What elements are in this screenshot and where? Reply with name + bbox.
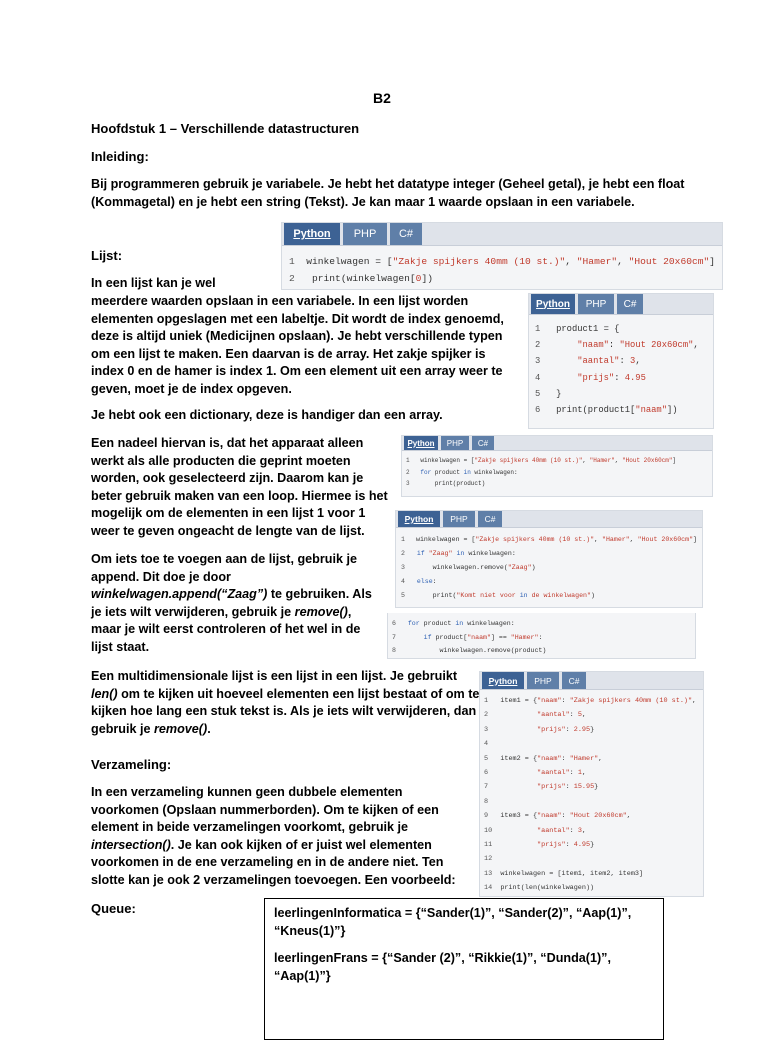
intro-paragraph: Bij programmeren gebruik je variabele. Je hebt het datatype integer (Geheel getal), je hebt een float (Kommagetal) en je hebt een string (Tekst). Je kan maar 1 waarde opslaan in een variabele.: [91, 177, 685, 209]
code-lines: [402, 451, 712, 494]
code-lines: [396, 528, 702, 608]
code-line: [484, 694, 699, 708]
code-line: [406, 467, 708, 479]
code-text: if product["naam"] == "Hamer":: [423, 633, 543, 641]
code-line: [535, 353, 707, 369]
remove-code: remove(): [294, 604, 348, 619]
code-text: winkelwagen = ["Zakje spijkers 40mm (10 st.)", "Hamer", "Hout 20x60cm"]: [420, 457, 677, 464]
line-number: 6: [484, 769, 489, 778]
line-number: 7: [484, 783, 489, 792]
code-text: winkelwagen.remove(product): [407, 647, 547, 654]
multi-text-4: .: [207, 721, 211, 736]
code-text: "prijs": 2.95}: [537, 725, 595, 734]
code-line: [484, 838, 699, 852]
code-line: [401, 533, 697, 547]
line-number: 1: [401, 536, 405, 543]
tab-python[interactable]: Python: [482, 672, 524, 689]
tab-python[interactable]: Python: [284, 223, 340, 245]
code-text: print(product1["naam"]): [556, 405, 678, 416]
code-line: [535, 370, 707, 386]
line-number: 5: [401, 592, 405, 599]
line-number: 1: [535, 324, 541, 334]
line-number: 2: [289, 273, 295, 284]
line-number: 4: [401, 578, 405, 585]
line-number: 3: [535, 356, 541, 367]
code-line: [401, 589, 697, 603]
append-paragraph: [91, 551, 381, 657]
code-text: print(len(winkelwagen)): [500, 884, 595, 893]
line-number: 3: [401, 564, 405, 571]
code-line: [484, 708, 699, 722]
code-text: "aantal": 5,: [537, 711, 587, 720]
code-line: [484, 881, 699, 895]
line-number: 7: [392, 633, 396, 641]
code-line: [401, 575, 697, 589]
code-text: product1 = {: [556, 324, 620, 334]
set-example-line-1: leerlingenInformatica = {“Sander(1)”, “Sander(2)”, “Aap(1)”, “Kneus(1)”}: [274, 906, 632, 938]
code-line: [484, 737, 699, 751]
code-text: for product in winkelwagen:: [420, 468, 518, 476]
code-text: "prijs": 4.95}: [537, 841, 595, 850]
code-text: item1 = {"naam": "Zakje spijkers 40mm (10 st.)",: [500, 697, 697, 705]
tab-csharp[interactable]: C#: [617, 294, 643, 314]
code-text: "prijs": 15.95}: [537, 783, 599, 792]
code-line: [392, 617, 691, 631]
code-line: [535, 337, 707, 353]
code-text: "aantal": 3,: [537, 826, 587, 835]
append-code: winkelwagen.append(“Zaag”): [91, 587, 268, 602]
tab-php[interactable]: PHP: [343, 223, 387, 245]
code-line: [535, 386, 707, 402]
queue-heading: Queue:: [91, 901, 136, 916]
set-text: In een verzameling kunnen geen dubbele elementen voorkomen (Opslaan nummerborden). Om te kijken of een element in beide verzamelingen voorkomt, gebruik je: [91, 785, 439, 835]
code-snippet-remove-continued: [387, 613, 696, 659]
line-number: 9: [484, 812, 489, 821]
multi-text-2: om te kijken uit hoeveel: [117, 686, 264, 701]
line-number: 2: [535, 340, 541, 351]
code-text: print(product): [420, 480, 486, 487]
dictionary-paragraph: Je hebt ook een dictionary, deze is handiger dan een array.: [91, 408, 443, 422]
tab-php[interactable]: PHP: [441, 436, 469, 450]
line-number: 10: [484, 826, 493, 835]
intersection-code: intersection(): [91, 837, 171, 852]
code-line: [484, 809, 699, 823]
code-text: winkelwagen = [item1, item2, item3]: [500, 869, 644, 878]
line-number: 1: [406, 457, 410, 464]
code-line: [484, 824, 699, 838]
tab-csharp[interactable]: C#: [472, 436, 494, 450]
code-lines: [529, 315, 713, 424]
code-line: [535, 402, 707, 418]
code-text: print("Komt niet voor in de winkelwagen"): [416, 592, 595, 599]
code-text: "naam": "Hout 20x60cm",: [577, 340, 699, 351]
language-tabs: [396, 511, 702, 528]
language-tabs: [529, 294, 713, 315]
code-text: for product in winkelwagen:: [407, 620, 515, 627]
code-line: [401, 561, 697, 575]
code-line: [289, 270, 715, 287]
code-lines: [480, 690, 703, 897]
append-text-2: te gebruiken. Als je iets wilt verwijderen, gebruik je: [91, 587, 372, 619]
code-line: [484, 852, 699, 866]
code-text: if "Zaag" in winkelwagen:: [416, 550, 516, 557]
set-example-box: [264, 898, 664, 1040]
tab-php[interactable]: PHP: [578, 294, 614, 314]
code-snippet-array: [281, 222, 723, 290]
code-text: winkelwagen.remove("Zaag"): [416, 564, 536, 571]
code-line: [406, 455, 708, 467]
code-text: print(winkelwagen[0]): [312, 273, 433, 284]
language-tabs: [480, 672, 703, 690]
loop-paragraph: Een nadeel hiervan is, dat het apparaat alleen werkt als alle producten die geprint moeten worden, ook geselecteerd zijn. Daarom kan je beter gebruik maken van een loop. Hiermee is het mogelijk om de elementen in een lijst 1 voor 1 weer te geven ongeacht de lengte van de lijst.: [91, 436, 388, 538]
line-number: 8: [484, 797, 489, 806]
line-number: 2: [401, 550, 405, 557]
list-paragraph-start: In een lijst kan je wel: [91, 276, 216, 290]
code-text: "aantal": 1,: [537, 769, 587, 778]
tab-csharp[interactable]: C#: [390, 223, 422, 245]
tab-python[interactable]: Python: [404, 436, 438, 450]
line-number: 1: [484, 697, 489, 705]
set-example-line-2: leerlingenFrans = {“Sander (2)”, “Rikkie(1)”, “Dunda(1)”, “Aap(1)”}: [274, 951, 611, 983]
code-text: winkelwagen = ["Zakje spijkers 40mm (10 st.)", "Hamer", "Hout 20x60cm"]: [306, 256, 715, 267]
line-number: 5: [484, 754, 489, 763]
line-number: 11: [484, 841, 493, 850]
line-number: 4: [484, 740, 489, 749]
code-snippet-dictionary: [528, 293, 714, 429]
document-code: B2: [373, 90, 391, 106]
line-number: 3: [484, 725, 489, 734]
language-tabs: [282, 223, 722, 246]
line-number: 1: [289, 256, 295, 267]
code-snippet-loop: [401, 435, 713, 497]
line-number: 13: [484, 869, 493, 878]
code-line: [484, 795, 699, 809]
line-number: 6: [392, 620, 396, 627]
code-text: }: [556, 388, 562, 399]
line-number: 14: [484, 884, 493, 893]
code-lines: [282, 246, 722, 290]
list-paragraph: meerdere waarden opslaan in een variabele. In een lijst worden elementen opgeslagen met een labeltje. Dit wordt de index genoemd, deze is altijd uniek (Medicijnen opslaan). Je hebt verschillende typen om een lijst te maken. Een daarvan is de array. Het zakje spijker is index 0 en de hamer is index 1. Om een element uit een array weer te geven, moet je de index opgeven.: [91, 294, 504, 396]
language-tabs: [402, 436, 712, 451]
multi-text-3: elementen een lijst bestaat of om te kijken hoe lang een stuk tekst is. Als je iets wilt verwijderen, dan gebruik je: [91, 686, 480, 736]
code-text: item3 = {"naam": "Hout 20x60cm",: [500, 812, 631, 821]
line-number: 2: [406, 468, 410, 476]
tab-php[interactable]: PHP: [527, 672, 559, 689]
code-text: winkelwagen = ["Zakje spijkers 40mm (10 st.)", "Hamer", "Hout 20x60cm"]: [416, 536, 697, 543]
tab-csharp[interactable]: C#: [562, 672, 586, 689]
code-text: "aantal": 3,: [577, 356, 641, 367]
code-lines: [388, 613, 695, 659]
append-text-3: , maar je wilt eerst controleren of het wel in de lijst staat.: [91, 604, 361, 654]
code-line: [484, 752, 699, 766]
code-snippet-remove: [395, 510, 703, 608]
code-line: [289, 253, 715, 270]
line-number: 3: [406, 480, 410, 487]
len-code: len(): [91, 686, 118, 701]
line-number: 8: [392, 647, 396, 654]
code-text: "prijs": 4.95: [577, 372, 646, 383]
code-text: item2 = {"naam": "Hamer",: [500, 754, 603, 763]
code-snippet-multidimensional: [479, 671, 704, 897]
multidimensional-paragraph: [91, 668, 481, 738]
tab-php[interactable]: PHP: [443, 511, 475, 527]
code-line: [406, 478, 708, 490]
set-heading: Verzameling:: [91, 757, 172, 772]
set-text-2: . Je kan ook kijken of er juist wel elementen voorkomen in de ene verzameling en in de andere niet. Ten slotte kan je ook 2 verzamelingen toevoegen. Een voorbeeld:: [91, 837, 456, 887]
tab-csharp[interactable]: C#: [478, 511, 502, 527]
code-line: [484, 867, 699, 881]
tab-python[interactable]: Python: [398, 511, 440, 527]
chapter-title: Hoofdstuk 1 – Verschillende datastructuren: [91, 121, 360, 136]
line-number: 4: [535, 372, 541, 383]
list-heading: Lijst:: [91, 248, 123, 263]
code-line: [392, 644, 691, 658]
remove-code-2: remove(): [154, 721, 208, 736]
line-number: 12: [484, 855, 493, 864]
code-line: [401, 547, 697, 561]
line-number: 6: [535, 405, 541, 416]
tab-python[interactable]: Python: [531, 294, 575, 314]
line-number: 2: [484, 711, 489, 720]
multi-text: Een multidimensionale lijst is een lijst in een lijst. Je gebruikt: [91, 669, 458, 683]
line-number: 5: [535, 388, 541, 399]
code-line: [484, 723, 699, 737]
code-line: [392, 631, 691, 645]
code-line: [484, 780, 699, 794]
code-text: else:: [416, 578, 437, 585]
set-paragraph: [91, 784, 471, 890]
code-line: [484, 766, 699, 780]
intro-heading: Inleiding:: [91, 149, 149, 164]
code-line: [535, 321, 707, 337]
append-text: Om iets toe te voegen aan de lijst, gebruik je append. Dit doe je door: [91, 552, 357, 584]
